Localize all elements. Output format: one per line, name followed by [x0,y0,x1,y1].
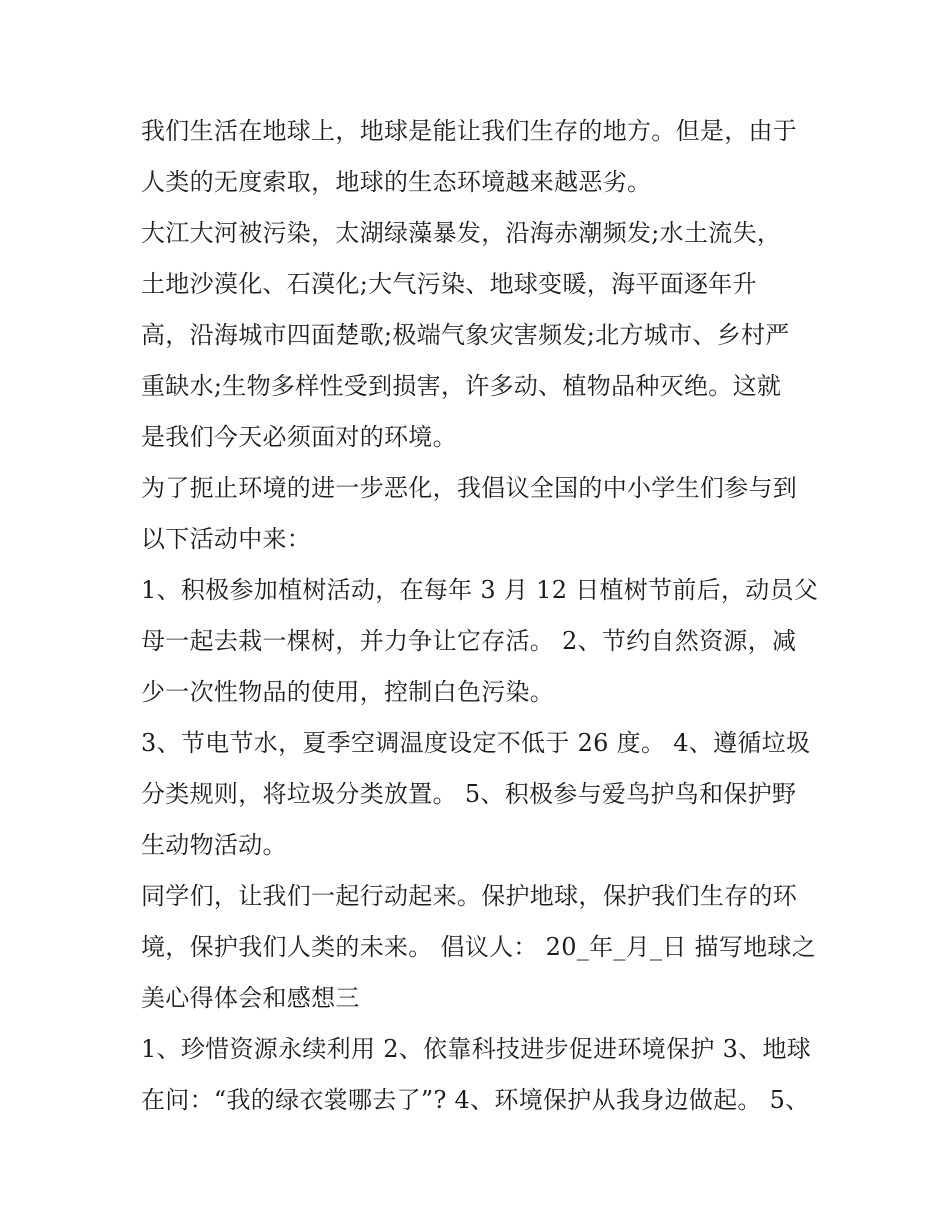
text-line: 美心得体会和感想三 [141,984,360,1012]
text-line: 重缺水;生物多样性受到损害，许多动、植物品种灭绝。这就 [141,372,782,400]
text-line: 境，保护我们人类的未来。 倡议人： 20_年_月_日 描写地球之 [141,933,817,961]
text-line: 在问：“我的绿衣裳哪去了”? 4、环境保护从我身边做起。 5、 [141,1086,810,1114]
text-line: 分类规则，将垃圾分类放置。 5、积极参与爱鸟护鸟和保护野 [141,780,797,808]
text-line: 同学们，让我们一起行动起来。保护地球，保护我们生存的环 [141,882,798,910]
text-line: 生动物活动。 [141,831,287,859]
text-line: 少一次性物品的使用，控制白色污染。 [141,678,555,706]
text-line: 母一起去栽一棵树，并力争让它存活。 2、节约自然资源，减 [141,627,797,655]
text-line: 为了扼止环境的进一步恶化，我倡议全国的中小学生们参与到 [141,474,798,502]
text-line: 1、积极参加植树活动，在每年 3 月 12 日植树节前后，动员父 [141,576,819,604]
text-line: 人类的无度索取，地球的生态环境越来越恶劣。 [141,168,652,196]
text-line: 3、节电节水，夏季空调温度设定不低于 26 度。 4、遵循垃圾 [141,729,811,757]
text-line: 以下活动中来： [141,525,312,553]
document-body [141,106,821,1126]
text-line: 土地沙漠化、石漠化;大气污染、地球变暖，海平面逐年升 [141,270,757,298]
text-line: 大江大河被污染，太湖绿藻暴发，沿海赤潮频发;水土流失， [141,219,782,247]
text-line: 1、珍惜资源永续利用 2、依靠科技进步促进环境保护 3、地球 [141,1035,812,1063]
text-line: 是我们今天必须面对的环境。 [141,423,457,451]
text-line: 高，沿海城市四面楚歌;极端气象灾害频发;北方城市、乡村严 [141,321,790,349]
text-line: 我们生活在地球上，地球是能让我们生存的地方。但是，由于 [141,117,798,145]
